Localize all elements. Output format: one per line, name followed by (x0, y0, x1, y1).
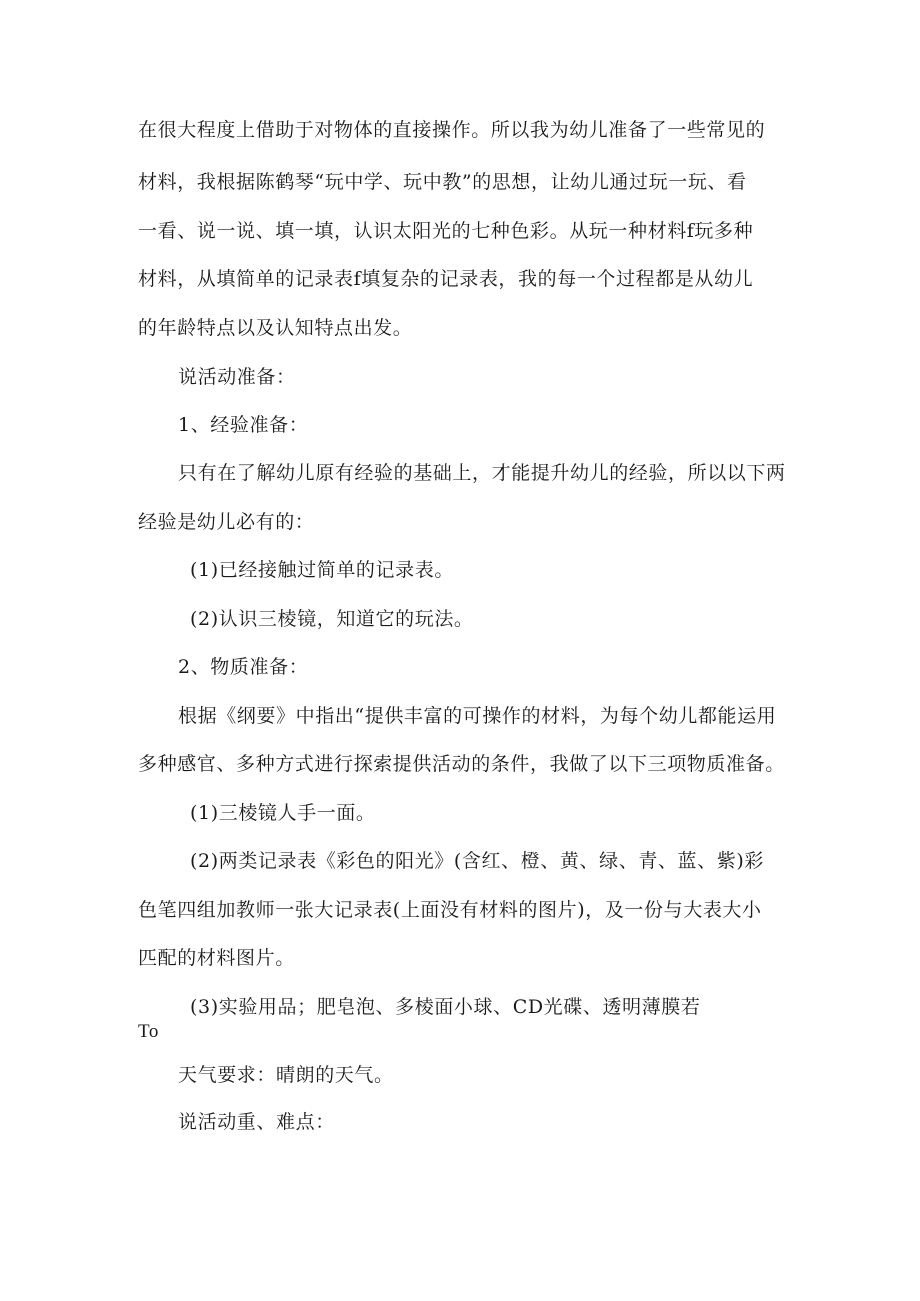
list-item: (3)实验用品；肥皂泡、多棱面小球、CD光碟、透明薄膜若 (190, 996, 701, 1018)
text-line: 经验是幼儿必有的： (138, 511, 315, 533)
text-line: 材料，从填简单的记录表f填复杂的记录表，我的每一个过程都是从幼儿 (138, 268, 754, 290)
text-line: 一看、说一说、填一填，认识太阳光的七种色彩。从玩一种材料f玩多种 (138, 220, 754, 242)
text-fragment: To (138, 1021, 159, 1042)
list-item: (1)已经接触过简单的记录表。 (190, 559, 454, 581)
text-line: 的年龄特点以及认知特点出发。 (138, 317, 413, 339)
text-line: 材料，我根据陈鹤琴“玩中学、玩中教”的思想，让幼儿通过玩一玩、看 (138, 171, 747, 193)
subsection-heading: 2、物质准备： (178, 656, 309, 678)
text-line: 色笔四组加教师一张大记录表(上面没有材料的图片)，及一份与大表大小 (138, 899, 762, 921)
text-line: 在很大程度上借助于对物体的直接操作。所以我为幼儿准备了一些常见的 (138, 119, 766, 141)
text-line: 天气要求：晴朗的天气。 (178, 1064, 394, 1086)
text-line: 根据《纲要》中指出“提供丰富的可操作的材料，为每个幼儿都能运用 (178, 705, 777, 727)
text-line: 匹配的材料图片。 (138, 947, 295, 969)
list-item: (2)两类记录表《彩色的阳光》(含红、橙、黄、绿、青、蓝、紫)彩 (190, 850, 764, 872)
list-item: (1)三棱镜人手一面。 (190, 802, 376, 824)
section-heading: 说活动准备： (178, 366, 296, 388)
section-heading: 说活动重、难点： (178, 1111, 335, 1133)
list-item: (2)认识三棱镜，知道它的玩法。 (190, 608, 474, 630)
text-line: 多种感官、多种方式进行探索提供活动的条件，我做了以下三项物质准备。 (138, 753, 785, 775)
subsection-heading: 1、经验准备： (178, 414, 309, 436)
text-line: 只有在了解幼儿原有经验的基础上，才能提升幼儿的经验，所以以下两 (178, 462, 786, 484)
